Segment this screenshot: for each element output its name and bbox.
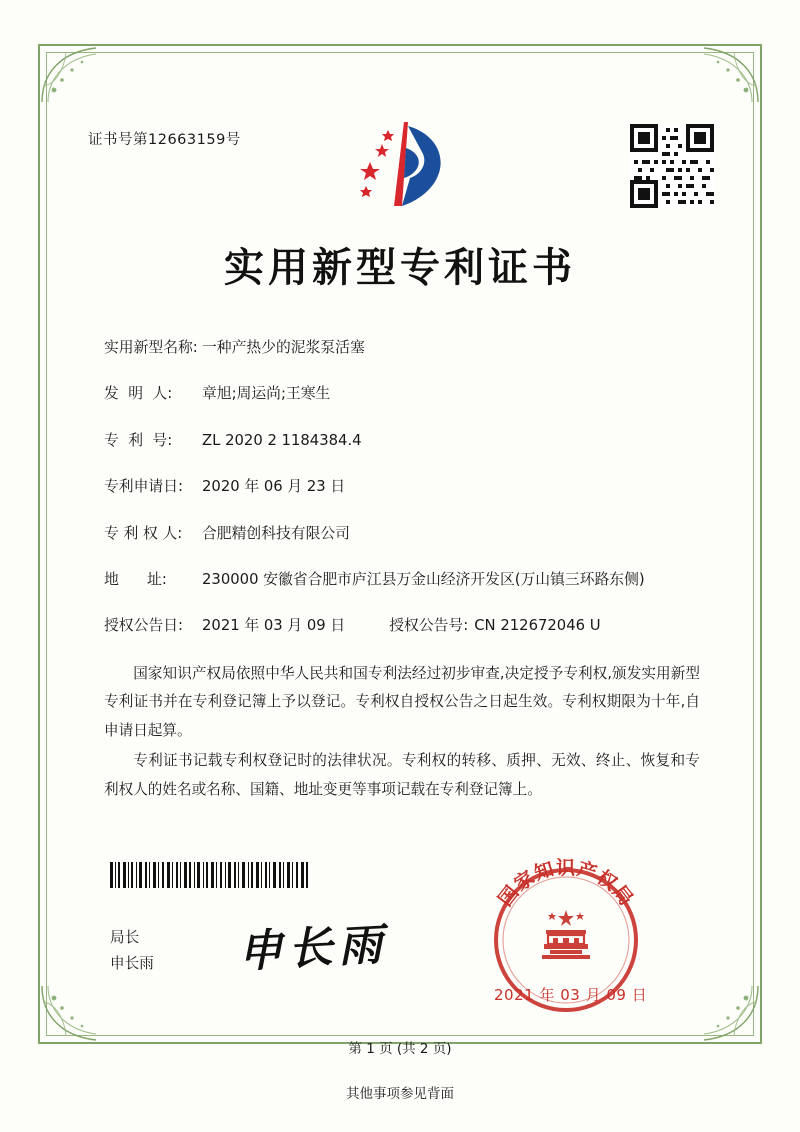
field-row [104, 429, 704, 453]
field-label: 专利申请日: [104, 478, 183, 496]
svg-text:国家知识产权局: 国家知识产权局 [494, 857, 638, 911]
director-name-label: 申长雨 [110, 954, 154, 972]
field-label: 实用新型名称: [104, 339, 198, 356]
field-value: 章旭;周运尚;王寒生 [202, 385, 331, 403]
patent-office-logo-icon [344, 118, 464, 214]
field-value: ZL 2020 2 1184384.4 [202, 431, 362, 449]
field-row [104, 568, 704, 592]
seal-date: 2021 年 03 月 09 日 [494, 986, 648, 1004]
legal-text [104, 660, 700, 806]
field-value: 合肥精创科技有限公司 [202, 524, 350, 542]
qr-code-icon [630, 124, 714, 208]
field-label: 专 利 权 人: [104, 524, 183, 542]
paragraph: 国家知识产权局依照中华人民共和国专利法经过初步审查,决定授予专利权,颁发实用新型专利证书并在专利登记簿上予以登记。专利权自授权公告之日起生效。专利权期限为十年,自申请日起算。 [104, 665, 700, 739]
page-number: 第 1 页 (共 2 页) [348, 1041, 452, 1057]
announcement-date-value: 2021 年 03 月 09 日 [202, 617, 346, 635]
announcement-row [104, 614, 704, 638]
announcement-date-label: 授权公告日: [104, 617, 183, 635]
signature-block [110, 925, 154, 976]
announcement-number-value: CN 212672046 U [474, 617, 601, 635]
barcode-icon [110, 862, 308, 888]
page-title: 实用新型专利证书 [224, 245, 576, 291]
field-list [104, 336, 704, 661]
field-row [104, 522, 704, 546]
back-side-note: 其他事项参见背面 [346, 1086, 454, 1102]
director-handwritten-signature: 申长雨 [237, 919, 390, 978]
paragraph: 专利证书记载专利权登记时的法律状况。专利权的转移、质押、无效、终止、恢复和专利权人的姓名或名称、国籍、地址变更等事项记载在专利登记簿上。 [104, 752, 700, 798]
field-row [104, 382, 704, 406]
field-row [104, 475, 704, 499]
field-label: 地 址: [104, 571, 167, 589]
director-title-label: 局长 [110, 929, 140, 946]
certificate-number: 证书号第12663159号 [88, 132, 241, 148]
announcement-number-label: 授权公告号: [389, 617, 469, 635]
field-value: 一种产热少的泥浆泵活塞 [202, 339, 365, 356]
field-value: 230000 安徽省合肥市庐江县万金山经济开发区(万山镇三环路东侧) [202, 571, 645, 589]
field-row [104, 336, 704, 360]
field-value: 2020 年 06 月 23 日 [202, 478, 346, 496]
field-label: 专 利 号: [104, 431, 173, 449]
field-label: 发 明 人: [104, 385, 173, 403]
